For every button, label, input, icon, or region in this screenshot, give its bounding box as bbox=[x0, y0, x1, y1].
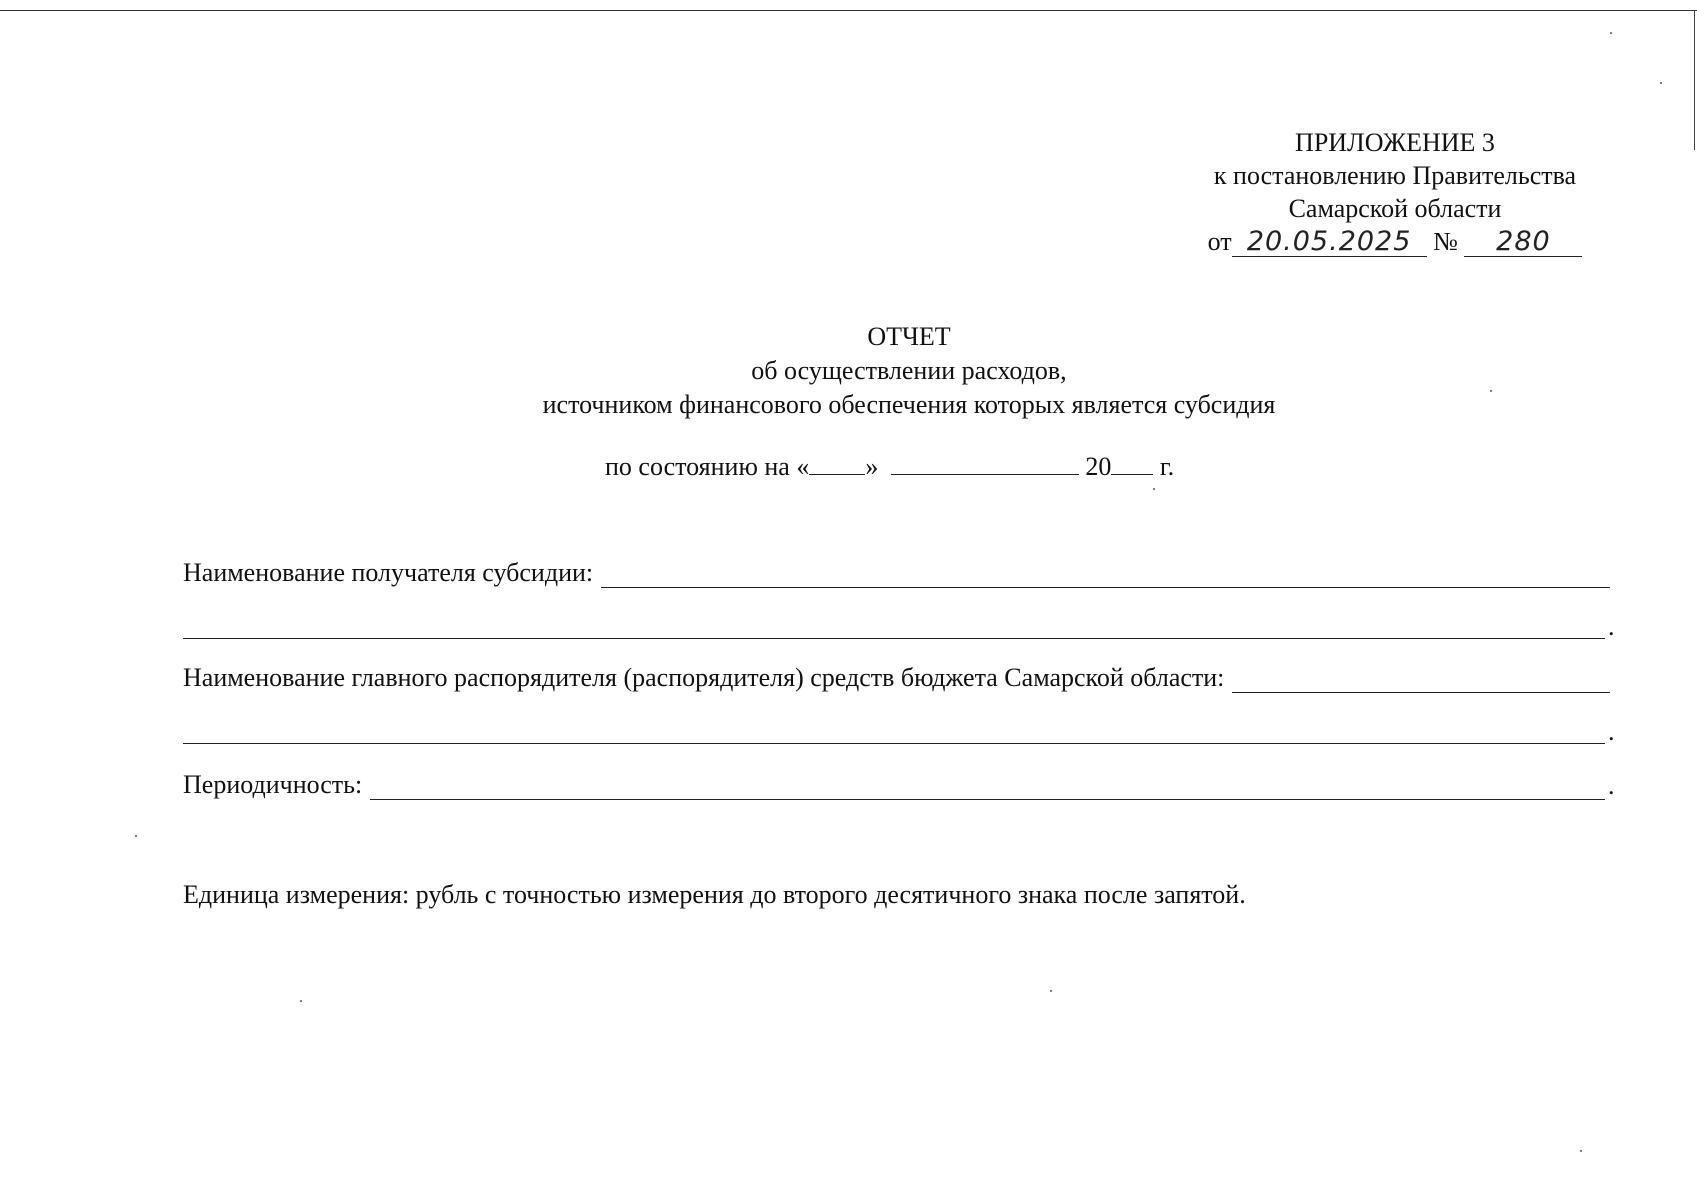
recipient-rule-2 bbox=[183, 638, 1605, 639]
quote-close: » bbox=[865, 452, 879, 481]
manager-end-period: . bbox=[1608, 717, 1615, 746]
scan-speck bbox=[1580, 1150, 1582, 1152]
appendix-line-2: к постановлению Правительства bbox=[1213, 161, 1577, 190]
recipient-label: Наименование получателя субсидии: bbox=[183, 558, 594, 587]
scan-speck bbox=[300, 1000, 302, 1002]
appendix-block bbox=[1160, 126, 1630, 258]
day-blank bbox=[809, 448, 865, 475]
periodicity-rule bbox=[370, 775, 1605, 800]
scan-edge-top bbox=[0, 10, 1697, 11]
as-of-prefix: по состоянию на « bbox=[605, 452, 810, 481]
report-subtitle-2: источником финансового обеспечения которых является субсидия bbox=[542, 390, 1276, 419]
handwritten-number: 280 bbox=[1464, 228, 1582, 257]
scan-speck bbox=[135, 835, 137, 837]
appendix-line-3: Самарской области bbox=[1288, 194, 1502, 223]
manager-field bbox=[183, 663, 1610, 693]
scan-speck bbox=[1050, 990, 1052, 992]
periodicity-end-period: . bbox=[1608, 771, 1615, 800]
scan-speck bbox=[1660, 82, 1662, 84]
appendix-date-number-line bbox=[1160, 225, 1630, 258]
report-title: ОТЧЕТ bbox=[867, 322, 951, 351]
scan-speck bbox=[1153, 488, 1155, 490]
report-subtitle-1: об осуществлении расходов, bbox=[751, 356, 1067, 385]
recipient-end-period: . bbox=[1608, 612, 1615, 641]
appendix-heading: ПРИЛОЖЕНИЕ 3 bbox=[1295, 128, 1495, 157]
recipient-field bbox=[183, 558, 1610, 588]
scan-edge-right bbox=[1694, 10, 1695, 150]
report-title-block bbox=[0, 320, 1697, 422]
manager-rule bbox=[1232, 668, 1610, 693]
month-blank bbox=[891, 448, 1079, 475]
scan-speck bbox=[1610, 32, 1612, 34]
year-blank bbox=[1111, 448, 1153, 475]
recipient-rule bbox=[601, 563, 1610, 588]
periodicity-label: Периодичность: bbox=[183, 770, 363, 799]
as-of-date-line bbox=[605, 448, 1174, 482]
number-label: № bbox=[1433, 227, 1458, 256]
periodicity-field bbox=[183, 770, 1605, 800]
year-suffix: г. bbox=[1159, 452, 1175, 481]
manager-label: Наименование главного распорядителя (распорядителя) средств бюджета Самарской области: bbox=[183, 663, 1225, 692]
scan-speck bbox=[1490, 390, 1492, 392]
manager-rule-2 bbox=[183, 743, 1605, 744]
from-label: от bbox=[1207, 227, 1232, 256]
units-statement: Единица измерения: рубль с точностью измерения до второго десятичного знака после запятой. bbox=[183, 880, 1246, 909]
handwritten-date: 20.05.2025 bbox=[1232, 228, 1427, 257]
year-prefix: 20 bbox=[1085, 452, 1112, 481]
